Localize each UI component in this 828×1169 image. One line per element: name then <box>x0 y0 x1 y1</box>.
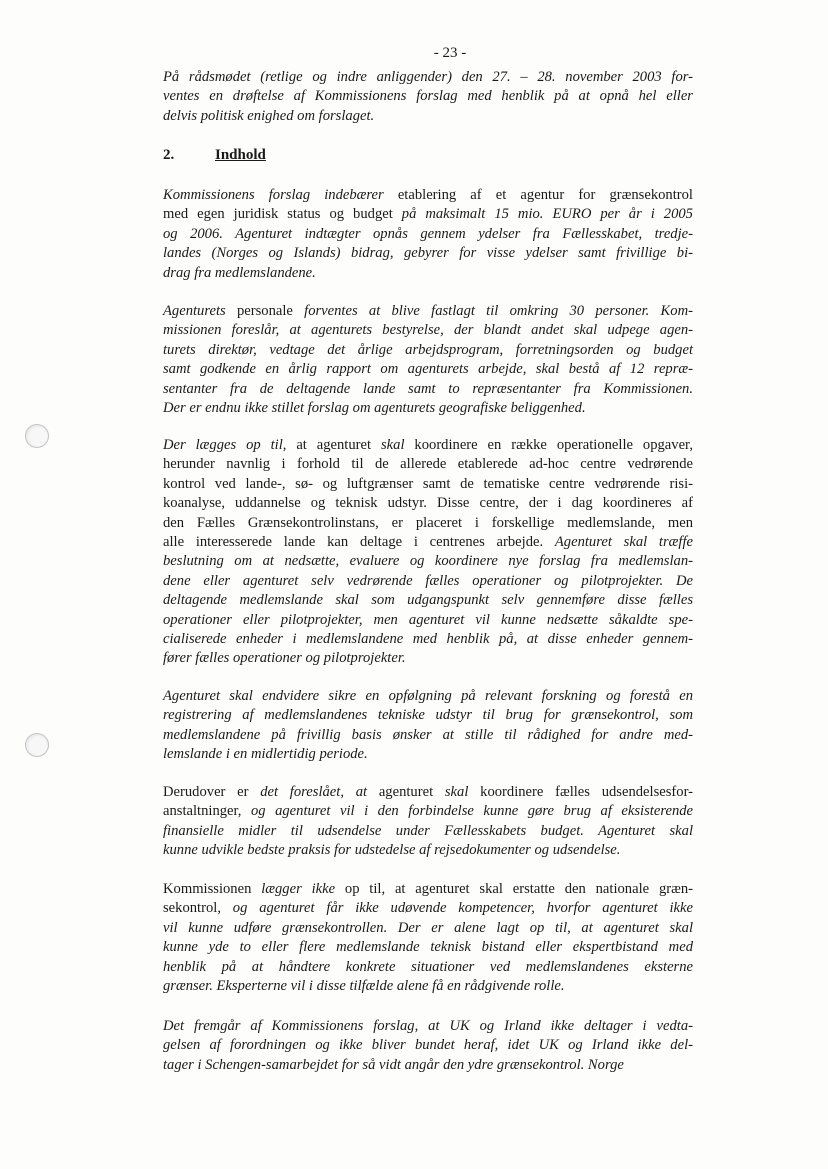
text-run: finansielle midler til udsendelse under Fællesskabets budget. Agenturet skal <box>163 822 693 839</box>
text-run: delvis politisk enighed om forslaget. <box>163 107 375 124</box>
text-run: Kommissionens forslag indebærer <box>163 187 398 203</box>
text-line <box>163 880 693 899</box>
text-run: landes (Norges og Islands) bidrag, gebyrer for visse ydelser samt frivillige bi- <box>163 245 693 262</box>
text-run: skal <box>444 784 481 800</box>
text-line <box>163 205 693 224</box>
text-run: henblik på at håndtere konkrete situationer ved medlemslandenes eksterne <box>163 958 693 975</box>
text-run: grænser. Eksperterne vil i disse tilfælde alene få en rådgivende rolle. <box>163 978 565 995</box>
text-run: samt godkende en årlig rapport om agenturets arbejde, skal bestå af 12 repræ- <box>163 361 693 378</box>
text-line <box>163 1036 693 1055</box>
text-line <box>163 455 693 474</box>
text-run: etablering af et agentur for grænsekontrol <box>397 187 693 203</box>
text-run: lægger ikke <box>261 881 345 897</box>
text-run: koanalyse, uddannelse og teknisk udstyr. Disse centre, der i dag koordineres af <box>163 495 693 512</box>
section-heading <box>163 147 266 164</box>
text-line <box>163 726 693 745</box>
paragraph-council-meeting <box>163 68 693 126</box>
text-run: på maksimalt 15 mio. EURO per år i 2005 <box>401 206 693 223</box>
text-run: lemslande i en midlertidig periode. <box>163 746 368 763</box>
text-line <box>163 552 693 571</box>
text-run: missionen foreslår, at agenturets bestyrelse, der blandt andet skal udpege agen- <box>163 322 693 339</box>
section-number: 2. <box>163 147 175 163</box>
text-run: deltagende medlemslande skal som udgangspunkt selv gennemføre disse fælles <box>163 592 693 609</box>
text-line <box>163 958 693 977</box>
text-run: ventes en drøftelse af Kommissionens forslag med henblik på at opnå hel eller <box>163 88 693 105</box>
text-run: koordinere en række operationelle opgaver, <box>414 437 693 453</box>
text-run: koordinere fælles udsendelsesfor- <box>480 784 693 800</box>
punch-hole-upper <box>25 424 49 448</box>
text-run: sentanter fra de deltagende lande samt to repræsentanter fra Kommissionen. <box>163 380 693 397</box>
text-line <box>163 687 693 706</box>
text-run: med egen juridisk status og budget <box>163 206 402 223</box>
text-run: beslutning om at nedsætte, evaluere og koordinere nye forslag fra medlemslan- <box>163 553 693 570</box>
paragraph-operational-tasks <box>163 436 693 669</box>
text-line <box>163 87 693 106</box>
text-line <box>163 341 693 360</box>
text-run: herunder navnlig i forhold til de allerede etablerede ad-hoc centre vedrørende <box>163 456 693 473</box>
text-run: Agenturet skal endvidere sikre en opfølgning på relevant forskning og forestå en <box>163 688 693 704</box>
text-run: Der er endnu ikke stillet forslag om agenturets geografiske beliggenhed. <box>163 400 586 417</box>
text-run: turets direktør, vedtage det årlige arbejdsprogram, forretningsorden og budget <box>163 341 693 358</box>
text-line <box>163 649 693 668</box>
punch-hole-lower <box>25 733 49 757</box>
text-run: Det fremgår af Kommissionens forslag, at UK og Irland ikke deltager i vedta- <box>163 1018 693 1034</box>
text-run: anstaltninger, <box>163 803 251 820</box>
text-run: at agenturet <box>296 437 381 453</box>
text-run: skal <box>380 437 415 453</box>
text-line <box>163 380 693 399</box>
text-line <box>163 321 693 340</box>
text-line <box>163 745 693 764</box>
text-run: sekontrol, <box>163 900 233 917</box>
text-line <box>163 919 693 938</box>
paragraph-staff <box>163 302 693 418</box>
paragraph-uk-ireland <box>163 1017 693 1075</box>
text-run: På rådsmødet (retlige og indre anliggender) den 27. – 28. november 2003 for- <box>163 69 693 85</box>
text-line <box>163 630 693 649</box>
text-line <box>163 360 693 379</box>
paragraph-no-replacement <box>163 880 693 996</box>
text-line <box>163 1017 693 1036</box>
text-line <box>163 706 693 725</box>
text-line <box>163 225 693 244</box>
text-run: kunne yde to eller flere medlemslande teknisk bistand eller ekspertbistand med <box>163 939 693 956</box>
text-run: kunne udvikle bedste praksis for udstedelse af rejsedokumenter og udsendelse. <box>163 842 621 859</box>
text-run: op til, at agenturet skal erstatte den nationale græn- <box>344 881 693 897</box>
text-run: og agenturet får ikke udøvende kompetencer, hvorfor agenturet ikke <box>232 900 693 917</box>
text-run: Derudover er <box>163 784 261 800</box>
text-line <box>163 399 693 418</box>
text-line <box>163 572 693 591</box>
text-line <box>163 244 693 263</box>
text-line <box>163 938 693 957</box>
text-line <box>163 494 693 513</box>
text-run: alle interesserede lande kan deltage i centrenes arbejde. <box>163 534 555 551</box>
text-line <box>163 68 693 87</box>
text-run: det foreslået, at <box>260 784 379 800</box>
text-line <box>163 977 693 996</box>
text-run: tager i Schengen-samarbejdet for så vidt angår den ydre grænsekontrol. Norge <box>163 1056 624 1073</box>
text-run: dene eller agenturet selv vedrørende fælles operationer og pilotprojekter. De <box>163 572 693 589</box>
text-run: gelsen af forordningen og ikke bliver bundet heraf, idet UK og Irland ikke del- <box>163 1037 693 1054</box>
text-run: cialiserede enheder i medlemslandene med henblik på, at disse enheder gennem- <box>163 631 693 648</box>
text-run: Der lægges op til, <box>163 437 297 453</box>
text-run: forventes at blive fastlagt til omkring 30 personer. Kom- <box>304 303 693 319</box>
text-line <box>163 899 693 918</box>
text-run: medlemslandene på frivillig basis ønsker at stille til rådighed for andre med- <box>163 726 693 743</box>
text-line <box>163 514 693 533</box>
page-number: - 23 - <box>433 45 467 61</box>
text-line <box>163 475 693 494</box>
paragraph-proposal-content <box>163 186 693 283</box>
text-run: drag fra medlemslandene. <box>163 264 316 281</box>
text-line <box>163 1056 693 1075</box>
paragraph-research-equipment <box>163 687 693 765</box>
section-title: Indhold <box>215 147 266 163</box>
text-run: operationer eller pilotprojekter, men agenturet vil kunne nedsætte såkaldte spe- <box>163 611 693 628</box>
text-line <box>163 802 693 821</box>
text-line <box>163 611 693 630</box>
text-run: Agenturets <box>163 303 237 319</box>
text-run: den Fælles Grænsekontrolinstans, er placeret i forskellige medlemslande, men <box>163 514 693 531</box>
text-line <box>163 264 693 283</box>
text-run: Kommissionen <box>163 881 262 897</box>
text-line <box>163 186 693 205</box>
text-line <box>163 107 693 126</box>
text-line <box>163 533 693 552</box>
text-run: personale <box>236 303 305 319</box>
text-line <box>163 302 693 321</box>
text-run: kontrol ved lande-, sø- og luftgrænser samt de tematiske centre vedrørende risi- <box>163 475 693 492</box>
text-line <box>163 436 693 455</box>
paragraph-returns <box>163 783 693 861</box>
text-run: registrering af medlemslandenes tekniske udstyr til brug for grænsekontrol, som <box>163 707 693 724</box>
text-run: fører fælles operationer og pilotprojekter. <box>163 650 406 667</box>
text-run: og 2006. Agenturet indtægter opnås gennem ydelser fra Fællesskabet, tredje- <box>163 225 693 242</box>
text-run: Agenturet skal træffe <box>554 534 693 551</box>
text-line <box>163 591 693 610</box>
text-line <box>163 841 693 860</box>
text-line <box>163 783 693 802</box>
text-line <box>163 822 693 841</box>
text-run: og agenturet vil i den forbindelse kunne gøre brug af eksisterende <box>250 803 694 820</box>
text-run: vil kunne udføre grænsekontrollen. Der er alene lagt op til, at agenturet skal <box>163 919 693 936</box>
text-run: agenturet <box>378 784 445 800</box>
